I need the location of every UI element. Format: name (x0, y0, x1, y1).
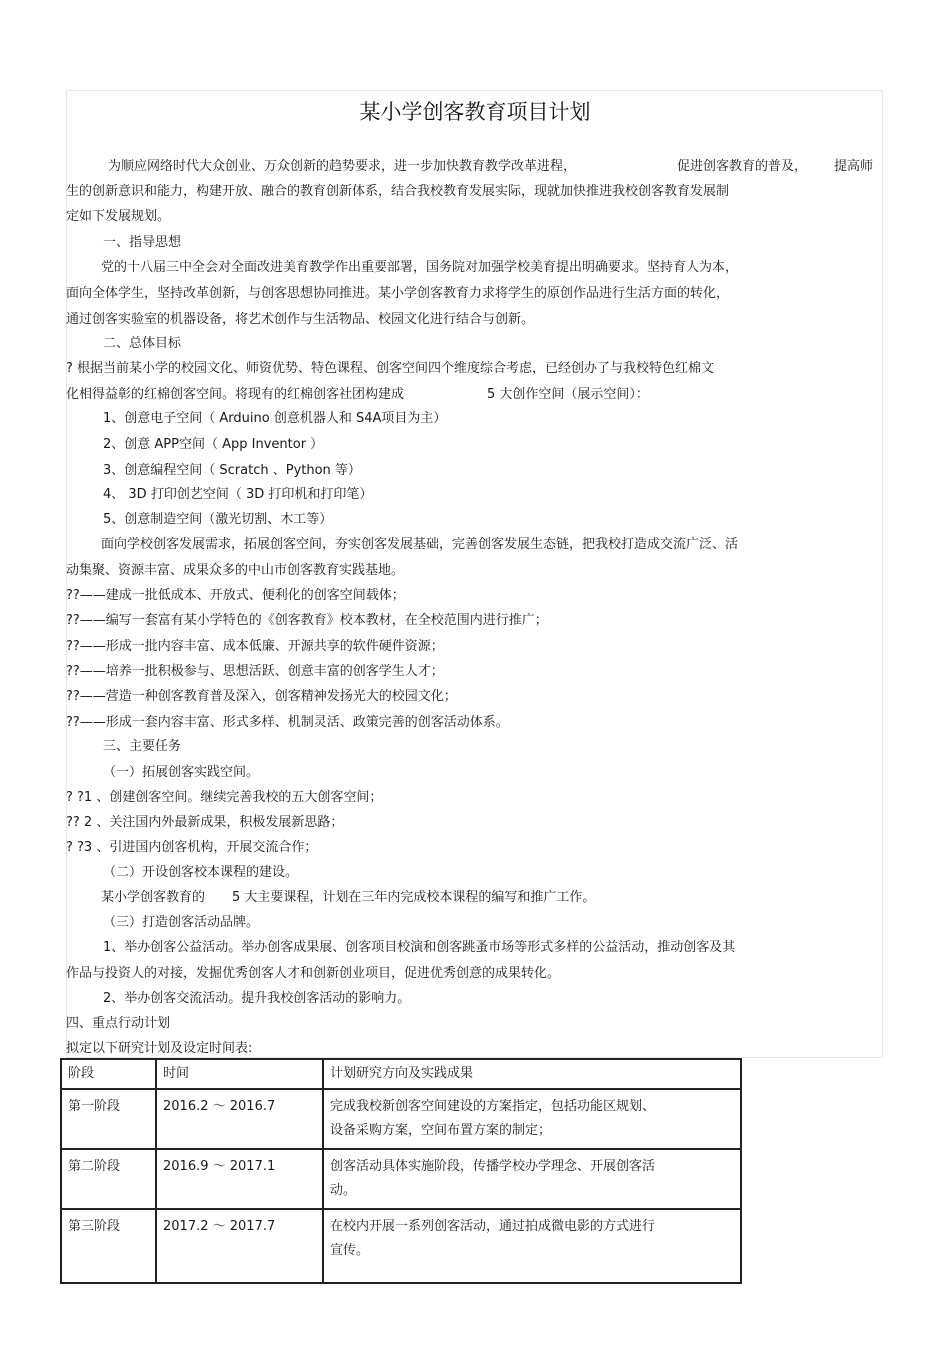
cell-stage: 第三阶段 (61, 1209, 156, 1283)
section-heading: 二、总体目标 (103, 336, 182, 351)
cell-time: 2016.2 ～ 2016.7 (156, 1089, 323, 1149)
section-heading: 三、主要任务 (103, 739, 182, 754)
cell-time: 2016.9 ～ 2017.1 (156, 1149, 323, 1209)
section-heading: 一、指导思想 (103, 235, 182, 250)
table-row (61, 1149, 741, 1209)
list-item: 4、 3D 打印创艺空间（ 3D 打印机和打印笔） (103, 487, 373, 502)
cell-plan (323, 1149, 741, 1209)
table-header-row (61, 1059, 741, 1089)
paragraph-line: 面向学校创客发展需求，拓展创客空间，夯实创客发展基础，完善创客发展生态链，把我校打造成交流广泛、活 (101, 537, 739, 552)
list-item: ??——形成一套内容丰富、形式多样、机制灵活、政策完善的创客活动体系。 (66, 715, 509, 730)
paragraph-line: 化相得益彰的红棉创客空间。将现有的红棉创客社团构建成 (66, 387, 405, 402)
paragraph-line: 党的十八届三中全会对全面改进美育教学作出重要部署，国务院对加强学校美育提出明确要求。坚持育人为本， (101, 260, 739, 275)
paragraph-line: 拟定以下研究计划及设定时间表: (66, 1041, 253, 1056)
plan-line: 动。 (330, 1183, 357, 1198)
header-plan: 计划研究方向及实践成果 (323, 1059, 741, 1089)
paragraph-line: 通过创客实验室的机器设备，将艺术创作与生活物品、校园文化进行结合与创新。 (66, 312, 535, 327)
plan-line: 创客活动具体实施阶段，传播学校办学理念、开展创客活 (330, 1159, 656, 1174)
paragraph-line: 1、举办创客公益活动。举办创客成果展、创客项目校演和创客跳蚤市场等形式多样的公益活动，推动创客及其 (103, 940, 736, 955)
paragraph-line: 促进创客教育的普及， (677, 159, 808, 174)
plan-line: 在校内开展一系列创客活动，通过拍成微电影的方式进行 (330, 1219, 656, 1234)
paragraph-line: 5 大创作空间（展示空间）： (487, 387, 649, 402)
schedule-table (60, 1058, 742, 1284)
list-item: ??——编写一套富有某小学特色的《创客教育》校本教材，在全校范围内进行推广； (66, 613, 548, 628)
subsection-heading: （二）开设创客校本课程的建设。 (103, 865, 299, 880)
cell-time: 2017.2 ～ 2017.7 (156, 1209, 323, 1283)
header-time: 时间 (156, 1059, 323, 1089)
list-item: ??——培养一批积极参与、思想活跃、创意丰富的创客学生人才； (66, 664, 444, 679)
table-row (61, 1209, 741, 1283)
list-item: ? ?1 、创建创客空间。继续完善我校的五大创客空间； (66, 790, 383, 805)
cell-stage: 第一阶段 (61, 1089, 156, 1149)
paragraph-line: 为顺应网络时代大众创业、万众创新的趋势要求，进一步加快教育教学改革进程， (108, 159, 577, 174)
header-stage: 阶段 (61, 1059, 156, 1089)
subsection-heading: （一）拓展创客实践空间。 (103, 765, 260, 780)
list-item: ??——建成一批低成本、开放式、便利化的创客空间载体； (66, 588, 405, 603)
plan-line: 宣传。 (330, 1243, 370, 1258)
list-item: ?? 2 、关注国内外最新成果，积极发展新思路； (66, 815, 344, 830)
paragraph-line: 定如下发展规划。 (66, 209, 171, 224)
subsection-heading: （三）打造创客活动品牌。 (103, 915, 260, 930)
list-item: 1、创意电子空间（ Arduino 创意机器人和 S4A项目为主） (103, 411, 447, 426)
list-item: ??——形成一批内容丰富、成本低廉、开源共享的软件硬件资源； (66, 639, 444, 654)
paragraph-line: 提高师 (834, 159, 874, 174)
plan-line: 设备采购方案，空间布置方案的制定； (330, 1123, 552, 1138)
paragraph-line: 动集聚、资源丰富、成果众多的中山市创客教育实践基地。 (66, 563, 405, 578)
paragraph-line: 某小学创客教育的 (101, 890, 206, 905)
paragraph-line: 5 大主要课程，计划在三年内完成校本课程的编写和推广工作。 (232, 890, 596, 905)
section-heading: 四、重点行动计划 (66, 1016, 171, 1031)
paragraph-line: 生的创新意识和能力，构建开放、融合的教育创新体系，结合我校教育发展实际，现就加快推进我校创客教育发展制 (66, 184, 730, 199)
cell-plan (323, 1209, 741, 1283)
paragraph-line: ? 根据当前某小学的校园文化、师资优势、特色课程、创客空间四个维度综合考虑，已经创办了与我校特色红棉文 (66, 361, 715, 376)
cell-plan (323, 1089, 741, 1149)
list-item: 5、创意制造空间（激光切割、木工等） (103, 512, 333, 527)
list-item: ? ?3 、引进国内创客机构，开展交流合作； (66, 840, 318, 855)
list-item: ??——营造一种创客教育普及深入，创客精神发扬光大的校园文化； (66, 689, 457, 704)
cell-stage: 第二阶段 (61, 1149, 156, 1209)
paragraph-line: 作品与投资人的对接，发掘优秀创客人才和创新创业项目，促进优秀创意的成果转化。 (66, 966, 561, 981)
table-row (61, 1089, 741, 1149)
document-title: 某小学创客教育项目计划 (359, 100, 591, 124)
paragraph-line: 面向全体学生，坚持改革创新，与创客思想协同推进。某小学创客教育力求将学生的原创作品进行生活方面的转化， (66, 286, 730, 301)
list-item: 3、创意编程空间（ Scratch 、Python 等） (103, 463, 361, 478)
list-item: 2、创意 APP空间（ App Inventor ） (103, 437, 324, 452)
paragraph-line: 2、举办创客交流活动。提升我校创客活动的影响力。 (103, 991, 411, 1006)
plan-line: 完成我校新创客空间建设的方案指定，包括功能区规划、 (330, 1099, 656, 1114)
